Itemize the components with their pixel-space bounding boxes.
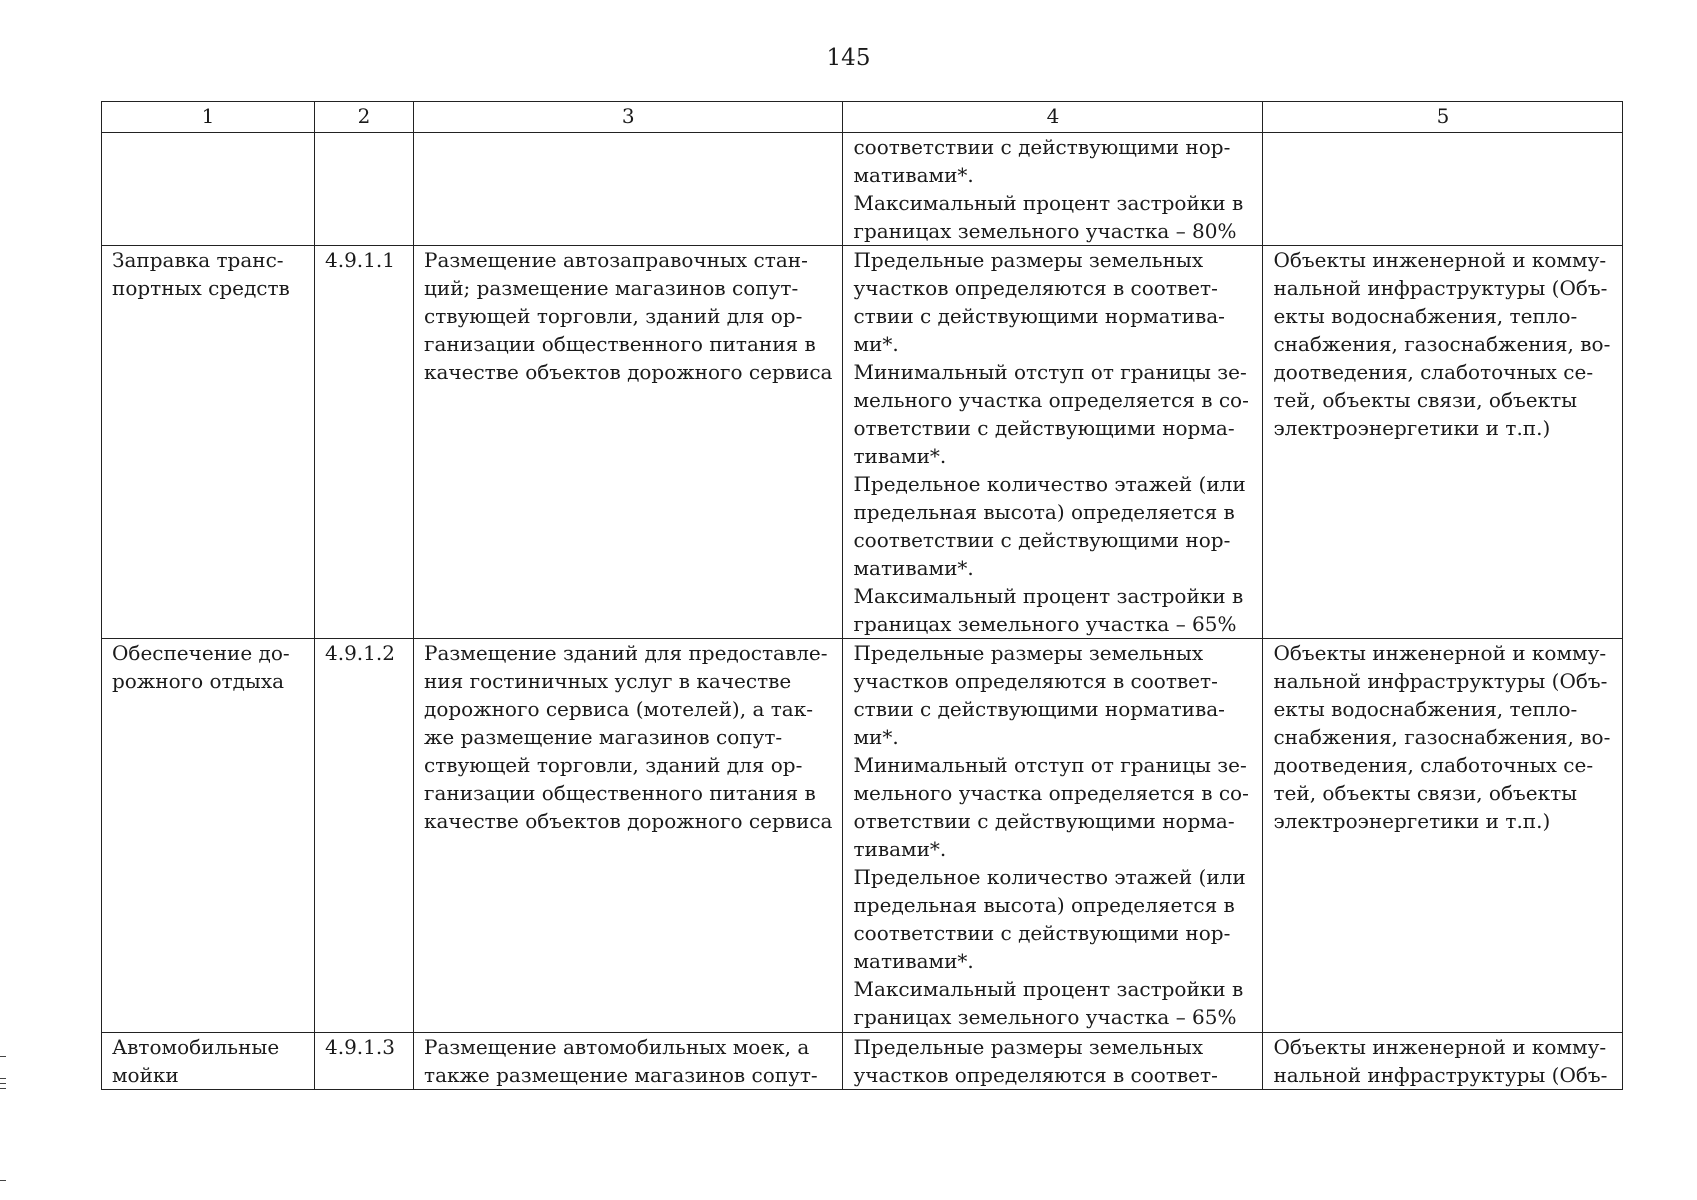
infrastructure-line: Объекты инженерной и комму- xyxy=(1273,248,1607,272)
parameter-line: ствии с действующими нормативa- xyxy=(853,697,1225,721)
parameter-line: участков определяются в соответ- xyxy=(853,669,1218,693)
table-row xyxy=(102,133,1623,246)
building-parameters-cell xyxy=(843,1033,1263,1090)
description-line: также размещение магазинов сопут- xyxy=(424,1063,818,1087)
infrastructure-line: доотведения, слаботочных се- xyxy=(1273,753,1594,777)
parameter-line: соответствии с действующими нор- xyxy=(853,135,1231,159)
parameter-line: предельная высота) определяется в xyxy=(853,500,1235,524)
land-use-code-cell: 4.9.1.3 xyxy=(315,1033,414,1090)
table-row xyxy=(102,1033,1623,1090)
parameter-line: Предельное количество этажей (или xyxy=(853,472,1246,496)
parameter-line: предельная высота) определяется в xyxy=(853,893,1235,917)
parameter-line: мативами*. xyxy=(853,163,974,187)
margin-mark xyxy=(0,1078,6,1079)
description-line: ния гостиничных услуг в качестве xyxy=(424,669,792,693)
parameter-line: ми*. xyxy=(853,725,899,749)
infrastructure-line: электроэнергетики и т.п.) xyxy=(1273,809,1551,833)
margin-mark xyxy=(0,1180,6,1181)
parameter-line: Минимальный отступ от границы зе- xyxy=(853,360,1247,384)
parameter-line: ответствии с действующими норма- xyxy=(853,809,1235,833)
description-line: ствующей торговли, зданий для ор- xyxy=(424,304,803,328)
land-use-description-cell xyxy=(414,133,843,246)
building-parameters-cell xyxy=(843,639,1263,1033)
parameter-line: Минимальный отступ от границы зе- xyxy=(853,753,1247,777)
parameter-line: ми*. xyxy=(853,332,899,356)
parameter-line: мельного участка определяется в со- xyxy=(853,781,1249,805)
infrastructure-line: электроэнергетики и т.п.) xyxy=(1273,416,1551,440)
land-use-name-line: Обеспечение до- xyxy=(112,641,290,665)
column-number: 5 xyxy=(1263,102,1623,133)
parameter-line: Максимальный процент застройки в xyxy=(853,584,1244,608)
land-use-description-cell xyxy=(414,639,843,1033)
column-number: 4 xyxy=(843,102,1263,133)
infrastructure-line: нальной инфраструктуры (Объ- xyxy=(1273,276,1608,300)
infrastructure-line: доотведения, слаботочных се- xyxy=(1273,360,1594,384)
land-use-name-cell xyxy=(102,639,315,1033)
infrastructure-line: екты водоснабжения, тепло- xyxy=(1273,697,1578,721)
parameter-line: границах земельного участка – 65% xyxy=(853,612,1237,636)
parameter-line: Максимальный процент застройки в xyxy=(853,977,1244,1001)
land-use-name-line: Автомобильные xyxy=(112,1035,280,1059)
infrastructure-line: снабжения, газоснабжения, во- xyxy=(1273,725,1611,749)
description-line: ганизации общественного питания в xyxy=(424,781,816,805)
auxiliary-infrastructure-cell xyxy=(1263,246,1623,639)
description-line: Размещение зданий для предоставле- xyxy=(424,641,828,665)
parameter-line: соответствии с действующими нор- xyxy=(853,528,1231,552)
land-use-description-cell xyxy=(414,246,843,639)
parameter-line: ответствии с действующими норма- xyxy=(853,416,1235,440)
auxiliary-infrastructure-cell xyxy=(1263,133,1623,246)
parameter-line: границах земельного участка – 80% xyxy=(853,219,1237,243)
infrastructure-line: тей, объекты связи, объекты xyxy=(1273,781,1578,805)
land-use-code-cell: 4.9.1.1 xyxy=(315,246,414,639)
land-use-code-cell: 4.9.1.2 xyxy=(315,639,414,1033)
page-number: 145 xyxy=(826,45,871,71)
infrastructure-line: нальной инфраструктуры (Объ- xyxy=(1273,1063,1608,1087)
parameter-line: тивами*. xyxy=(853,837,947,861)
parameter-line: ствии с действующими нормативa- xyxy=(853,304,1225,328)
land-use-name-line: рожного отдыха xyxy=(112,669,285,693)
land-use-code-cell xyxy=(315,133,414,246)
description-line: Размещение автозаправочных стан- xyxy=(424,248,808,272)
land-use-table xyxy=(101,101,1623,1090)
infrastructure-line: екты водоснабжения, тепло- xyxy=(1273,304,1578,328)
infrastructure-line: снабжения, газоснабжения, во- xyxy=(1273,332,1611,356)
description-line: ций; размещение магазинов сопут- xyxy=(424,276,799,300)
description-line: дорожного сервиса (мотелей), а так- xyxy=(424,697,813,721)
parameter-line: границах земельного участка – 65% xyxy=(853,1005,1237,1029)
land-use-name-line: Заправка транс- xyxy=(112,248,284,272)
building-parameters-cell xyxy=(843,133,1263,246)
land-use-description-cell xyxy=(414,1033,843,1090)
land-use-name-line: портных средств xyxy=(112,276,290,300)
parameter-line: мативами*. xyxy=(853,556,974,580)
description-line: же размещение магазинов сопут- xyxy=(424,725,783,749)
parameter-line: Максимальный процент застройки в xyxy=(853,191,1244,215)
parameter-line: мативами*. xyxy=(853,949,974,973)
description-line: ганизации общественного питания в xyxy=(424,332,816,356)
margin-mark xyxy=(0,1056,6,1057)
description-line: качестве объектов дорожного сервиса xyxy=(424,809,833,833)
land-use-name-cell xyxy=(102,133,315,246)
margin-mark xyxy=(0,1083,6,1084)
column-number-row xyxy=(102,102,1623,133)
infrastructure-line: тей, объекты связи, объекты xyxy=(1273,388,1578,412)
parameter-line: Предельные размеры земельных xyxy=(853,248,1204,272)
parameter-line: Предельное количество этажей (или xyxy=(853,865,1246,889)
infrastructure-line: нальной инфраструктуры (Объ- xyxy=(1273,669,1608,693)
parameter-line: мельного участка определяется в со- xyxy=(853,388,1249,412)
parameter-line: тивами*. xyxy=(853,444,947,468)
column-number: 3 xyxy=(414,102,843,133)
infrastructure-line: Объекты инженерной и комму- xyxy=(1273,1035,1607,1059)
description-line: ствующей торговли, зданий для ор- xyxy=(424,753,803,777)
parameter-line: участков определяются в соответ- xyxy=(853,1063,1218,1087)
land-use-name-line: мойки xyxy=(112,1063,179,1087)
infrastructure-line: Объекты инженерной и комму- xyxy=(1273,641,1607,665)
auxiliary-infrastructure-cell xyxy=(1263,1033,1623,1090)
column-number: 1 xyxy=(102,102,315,133)
column-number: 2 xyxy=(315,102,414,133)
parameter-line: соответствии с действующими нор- xyxy=(853,921,1231,945)
building-parameters-cell xyxy=(843,246,1263,639)
auxiliary-infrastructure-cell xyxy=(1263,639,1623,1033)
parameter-line: Предельные размеры земельных xyxy=(853,641,1204,665)
table-row xyxy=(102,639,1623,1033)
table-row xyxy=(102,246,1623,639)
land-use-name-cell xyxy=(102,246,315,639)
parameter-line: участков определяются в соответ- xyxy=(853,276,1218,300)
description-line: качестве объектов дорожного сервиса xyxy=(424,360,833,384)
land-use-name-cell xyxy=(102,1033,315,1090)
description-line: Размещение автомобильных моек, а xyxy=(424,1035,810,1059)
parameter-line: Предельные размеры земельных xyxy=(853,1035,1204,1059)
margin-mark xyxy=(0,1088,6,1089)
